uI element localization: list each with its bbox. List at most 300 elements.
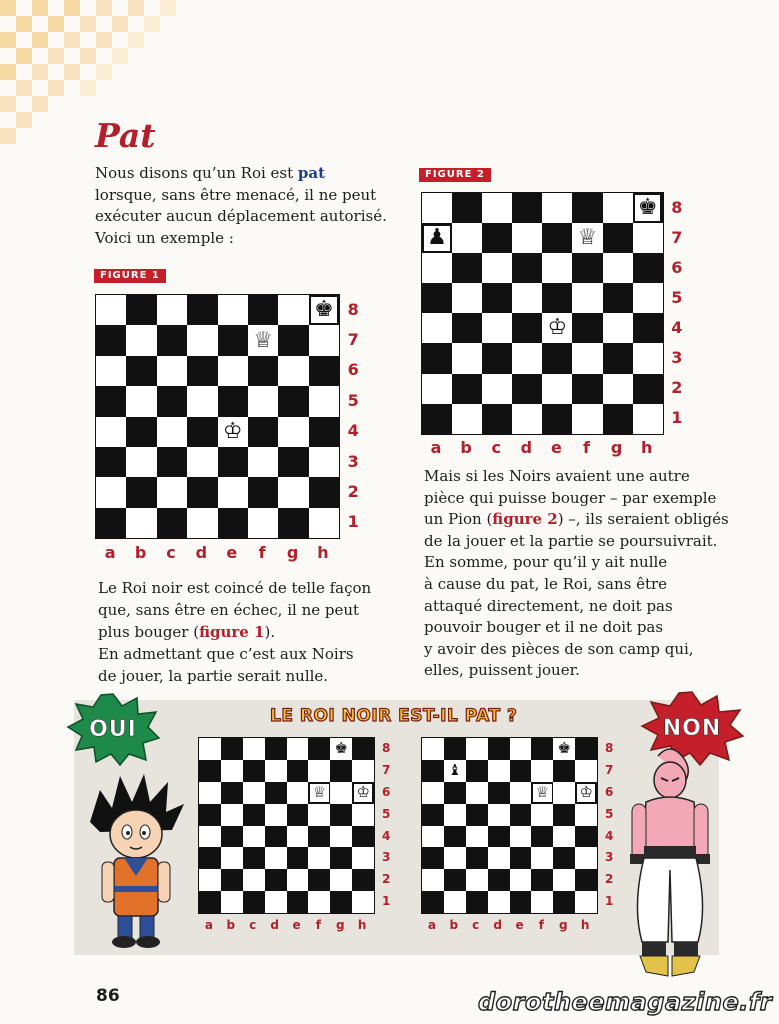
corner-checker-square [96, 64, 112, 80]
square-f5 [308, 804, 330, 826]
rank-label: 4 [671, 317, 683, 337]
square-c7 [482, 223, 512, 253]
chess-piece-icon: ♟ [427, 225, 447, 251]
square-a6 [422, 253, 452, 283]
square-d4 [512, 313, 542, 343]
square-d1 [488, 891, 510, 913]
square-b2 [444, 869, 466, 891]
square-b8 [444, 738, 466, 760]
file-label: h [317, 542, 329, 562]
square-a4 [96, 417, 126, 447]
square-f7 [531, 760, 553, 782]
square-e5 [542, 283, 572, 313]
square-b4 [221, 826, 243, 848]
square-f1 [531, 891, 553, 913]
square-f1 [308, 891, 330, 913]
square-c8 [243, 738, 265, 760]
corner-checker-square [0, 32, 16, 48]
square-b4 [126, 417, 156, 447]
square-a6 [96, 356, 126, 386]
right-line-1: Mais si les Noirs avaient une autre [424, 467, 690, 485]
square-a6 [199, 782, 221, 804]
file-label: d [520, 438, 533, 458]
square-e1 [218, 508, 248, 538]
file-label: g [610, 438, 623, 458]
chess-piece-icon: ♔ [222, 418, 243, 444]
intro-paragraph [95, 163, 387, 249]
no-badge-text: NON [662, 715, 722, 741]
yes-badge-text: OUI [89, 716, 137, 742]
square-d2 [488, 869, 510, 891]
file-label: c [166, 542, 176, 562]
square-h4 [309, 417, 339, 447]
square-f8 [248, 295, 278, 325]
rank-label: 2 [605, 872, 614, 887]
page-title: Pat [95, 116, 156, 155]
rank-label: 8 [347, 299, 359, 319]
square-d8 [488, 738, 510, 760]
square-g2 [553, 869, 575, 891]
square-h7 [352, 760, 374, 782]
corner-checker-square [48, 80, 64, 96]
square-b4 [452, 313, 482, 343]
square-h5 [352, 804, 374, 826]
piece-holder [533, 784, 551, 802]
piece-holder [545, 316, 570, 341]
square-c2 [157, 477, 187, 507]
corner-checker-square [48, 48, 64, 64]
square-f5 [572, 283, 602, 313]
chess-piece-icon: ♚ [314, 297, 334, 323]
rank-labels [602, 737, 616, 912]
square-g3 [603, 343, 633, 373]
square-a8 [96, 295, 126, 325]
square-h2 [575, 869, 597, 891]
chess-piece-icon: ♔ [547, 315, 568, 341]
square-h1 [575, 891, 597, 913]
square-h6 [575, 782, 597, 804]
square-b7 [452, 223, 482, 253]
rank-label: 3 [605, 850, 614, 865]
square-b5 [444, 804, 466, 826]
rank-label: 1 [671, 408, 683, 428]
file-labels [198, 916, 373, 934]
figure-2-reference: figure 2 [492, 510, 558, 529]
chess-piece-icon: ♚ [637, 195, 658, 221]
square-a3 [422, 343, 452, 373]
square-d1 [265, 891, 287, 913]
right-line-3: un Pion (figure 2) –, ils seraient obligés [424, 510, 729, 529]
square-a5 [422, 283, 452, 313]
chess-piece-icon: ♕ [535, 783, 550, 802]
square-b2 [452, 374, 482, 404]
square-h6 [309, 356, 339, 386]
rank-label: 2 [671, 378, 683, 398]
square-g1 [330, 891, 352, 913]
square-e8 [287, 738, 309, 760]
chess-piece-icon: ♚ [334, 739, 348, 758]
piece-holder [555, 740, 573, 758]
square-e1 [510, 891, 532, 913]
file-label: c [249, 918, 257, 933]
chess-piece-icon: ♝ [448, 761, 462, 780]
square-c1 [466, 891, 488, 913]
file-label: h [580, 918, 590, 933]
chess-piece-icon: ♔ [579, 783, 593, 802]
square-b3 [444, 847, 466, 869]
square-g5 [278, 386, 308, 416]
square-b1 [221, 891, 243, 913]
square-d4 [488, 826, 510, 848]
square-g8 [278, 295, 308, 325]
watermark: dorotheemagazine.fr [478, 988, 773, 1016]
piece-holder [635, 195, 660, 220]
square-d8 [187, 295, 217, 325]
corner-checker-square [0, 96, 16, 112]
file-labels [421, 916, 596, 934]
square-g6 [330, 782, 352, 804]
square-h6 [352, 782, 374, 804]
right-line-9: y avoir des pièces de son camp qui, [424, 639, 694, 658]
square-g3 [330, 847, 352, 869]
rank-label: 2 [382, 872, 391, 887]
chess-piece-icon: ♔ [356, 783, 370, 802]
chess-piece-icon: ♕ [253, 327, 274, 353]
square-c5 [482, 283, 512, 313]
square-f8 [308, 738, 330, 760]
file-label: h [357, 918, 367, 933]
intro-line-2: lorsque, sans être menacé, il ne peut [95, 185, 377, 204]
corner-checker-square [0, 128, 16, 144]
square-f4 [308, 826, 330, 848]
square-c6 [482, 253, 512, 283]
square-a2 [422, 869, 444, 891]
square-d2 [187, 477, 217, 507]
square-e2 [287, 869, 309, 891]
square-c2 [466, 869, 488, 891]
corner-checker-square [160, 0, 176, 16]
square-b3 [221, 847, 243, 869]
square-c6 [243, 782, 265, 804]
corner-checker-square [80, 48, 96, 64]
square-c6 [466, 782, 488, 804]
square-g6 [278, 356, 308, 386]
rank-label: 6 [382, 784, 391, 799]
file-label: h [641, 438, 653, 458]
file-label: e [292, 918, 301, 933]
corner-checker-square [80, 80, 96, 96]
corner-checker-square [96, 32, 112, 48]
square-g6 [553, 782, 575, 804]
square-f6 [248, 356, 278, 386]
intro-line-3: exécuter aucun déplacement autorisé. [95, 207, 387, 225]
rank-label: 2 [347, 482, 359, 502]
square-f4 [572, 313, 602, 343]
file-label: e [226, 542, 238, 562]
square-e2 [218, 477, 248, 507]
square-g7 [330, 760, 352, 782]
rank-label: 7 [671, 227, 683, 247]
square-d5 [265, 804, 287, 826]
square-e3 [542, 343, 572, 373]
file-label: c [491, 438, 501, 458]
left-line-1: Le Roi noir est coincé de telle façon [98, 579, 372, 597]
square-b1 [444, 891, 466, 913]
square-d6 [488, 782, 510, 804]
square-h6 [633, 253, 663, 283]
square-a7 [96, 325, 126, 355]
square-c4 [157, 417, 187, 447]
figure-1-label: FIGURE 1 [94, 269, 166, 283]
square-b6 [452, 253, 482, 283]
square-g4 [330, 826, 352, 848]
square-g2 [330, 869, 352, 891]
square-e3 [218, 447, 248, 477]
square-b6 [221, 782, 243, 804]
square-d3 [512, 343, 542, 373]
square-e2 [542, 374, 572, 404]
corner-checker-square [32, 64, 48, 80]
square-b2 [221, 869, 243, 891]
corner-checker-square [144, 16, 160, 32]
piece-holder [424, 226, 449, 251]
corner-checker-square [64, 32, 80, 48]
file-label: d [270, 918, 279, 933]
quiz-banner: LE ROI NOIR EST-IL PAT ? [270, 706, 518, 726]
square-h8 [309, 295, 339, 325]
rank-label: 6 [605, 784, 614, 799]
file-label: b [449, 918, 459, 933]
file-label: a [104, 542, 116, 562]
square-h1 [633, 404, 663, 434]
square-b5 [452, 283, 482, 313]
square-d3 [187, 447, 217, 477]
yes-badge [66, 692, 160, 766]
piece-holder [220, 419, 246, 445]
square-e5 [218, 386, 248, 416]
file-label: a [204, 918, 213, 933]
square-f8 [531, 738, 553, 760]
square-h5 [575, 804, 597, 826]
right-line-10: elles, puissent jouer. [424, 661, 580, 680]
rank-label: 1 [347, 512, 359, 532]
square-d7 [488, 760, 510, 782]
corner-checker-square [32, 0, 48, 16]
piece-holder [575, 226, 600, 251]
square-e6 [542, 253, 572, 283]
square-f6 [572, 253, 602, 283]
square-h5 [633, 283, 663, 313]
chess-piece-icon: ♕ [312, 783, 327, 802]
square-d1 [187, 508, 217, 538]
file-label: g [558, 918, 568, 933]
square-e3 [287, 847, 309, 869]
square-f7 [572, 223, 602, 253]
square-e1 [542, 404, 572, 434]
square-h4 [575, 826, 597, 848]
square-e1 [287, 891, 309, 913]
square-d7 [512, 223, 542, 253]
rank-labels [668, 192, 686, 433]
square-h1 [309, 508, 339, 538]
square-c4 [243, 826, 265, 848]
rank-label: 3 [671, 348, 683, 368]
piece-holder [311, 297, 337, 323]
square-c4 [482, 313, 512, 343]
square-c6 [157, 356, 187, 386]
square-g3 [553, 847, 575, 869]
square-g7 [278, 325, 308, 355]
rank-labels [344, 294, 362, 537]
square-f3 [248, 447, 278, 477]
piece-holder [446, 762, 464, 780]
square-h2 [309, 477, 339, 507]
square-e6 [287, 782, 309, 804]
right-line-5: En somme, pour qu’il y ait nulle [424, 553, 668, 572]
square-a2 [422, 374, 452, 404]
file-label: f [258, 542, 266, 562]
square-d4 [265, 826, 287, 848]
board-grid [198, 737, 375, 914]
square-f7 [308, 760, 330, 782]
file-label: c [472, 918, 480, 933]
rank-label: 6 [671, 257, 683, 277]
square-d5 [187, 386, 217, 416]
square-e4 [287, 826, 309, 848]
square-h2 [352, 869, 374, 891]
square-c3 [157, 447, 187, 477]
square-c3 [482, 343, 512, 373]
square-g1 [278, 508, 308, 538]
square-e7 [218, 325, 248, 355]
square-g8 [330, 738, 352, 760]
rank-label: 7 [605, 762, 614, 777]
figure-1-reference: figure 1 [199, 623, 265, 641]
square-g5 [553, 804, 575, 826]
square-a3 [96, 447, 126, 477]
corner-checker-square [32, 96, 48, 112]
square-b7 [126, 325, 156, 355]
square-b3 [126, 447, 156, 477]
square-e2 [510, 869, 532, 891]
rank-labels [379, 737, 393, 912]
square-a7 [199, 760, 221, 782]
square-h2 [633, 374, 663, 404]
square-g5 [330, 804, 352, 826]
rank-label: 5 [382, 806, 391, 821]
file-label: d [493, 918, 502, 933]
rank-label: 8 [605, 740, 614, 755]
cartoon-pink-figure-illustration [628, 746, 712, 982]
square-g7 [603, 223, 633, 253]
right-line-6: à cause du pat, le Roi, sans être [424, 574, 668, 593]
corner-checker-square [0, 0, 16, 16]
square-a5 [199, 804, 221, 826]
square-g2 [603, 374, 633, 404]
square-h4 [352, 826, 374, 848]
square-a5 [422, 804, 444, 826]
rank-label: 7 [382, 762, 391, 777]
square-c4 [466, 826, 488, 848]
corner-checker-square [16, 16, 32, 32]
rank-label: 5 [605, 806, 614, 821]
square-a8 [422, 193, 452, 223]
square-g5 [603, 283, 633, 313]
square-h7 [633, 223, 663, 253]
corner-checker-square [16, 48, 32, 64]
piece-holder [310, 784, 328, 802]
corner-checker-square [64, 0, 80, 16]
square-e4 [218, 417, 248, 447]
square-b3 [452, 343, 482, 373]
square-a3 [199, 847, 221, 869]
left-explanation [98, 577, 371, 687]
left-line-5: de jouer, la partie serait nulle. [98, 667, 329, 685]
rank-label: 5 [347, 390, 359, 410]
corner-checker-square [16, 112, 32, 128]
file-label: b [134, 542, 147, 562]
square-d7 [187, 325, 217, 355]
piece-holder [250, 328, 276, 354]
square-f2 [248, 477, 278, 507]
square-a2 [199, 869, 221, 891]
square-c2 [482, 374, 512, 404]
square-d7 [265, 760, 287, 782]
square-a7 [422, 760, 444, 782]
square-f6 [308, 782, 330, 804]
square-d8 [512, 193, 542, 223]
square-h1 [352, 891, 374, 913]
square-e6 [510, 782, 532, 804]
square-a1 [199, 891, 221, 913]
square-c3 [466, 847, 488, 869]
square-d6 [512, 253, 542, 283]
square-b5 [126, 386, 156, 416]
square-b1 [452, 404, 482, 434]
square-f2 [531, 869, 553, 891]
square-e7 [287, 760, 309, 782]
square-e6 [218, 356, 248, 386]
square-f6 [531, 782, 553, 804]
square-h3 [633, 343, 663, 373]
cartoon-boy-illustration [80, 772, 190, 954]
corner-checker-square [32, 32, 48, 48]
rank-label: 3 [382, 850, 391, 865]
square-e8 [542, 193, 572, 223]
square-b2 [126, 477, 156, 507]
square-h8 [575, 738, 597, 760]
square-h5 [309, 386, 339, 416]
square-a4 [422, 826, 444, 848]
square-a8 [199, 738, 221, 760]
square-g8 [603, 193, 633, 223]
square-d1 [512, 404, 542, 434]
square-h3 [352, 847, 374, 869]
rank-label: 4 [382, 828, 391, 843]
square-c8 [482, 193, 512, 223]
left-line-4: En admettant que c’est aux Noirs [98, 645, 354, 663]
square-b8 [452, 193, 482, 223]
left-line-2: que, sans être en échec, il ne peut [98, 601, 360, 619]
square-h3 [309, 447, 339, 477]
corner-checker-square [112, 48, 128, 64]
square-h7 [575, 760, 597, 782]
square-d5 [512, 283, 542, 313]
rank-label: 4 [605, 828, 614, 843]
square-d2 [265, 869, 287, 891]
square-b5 [221, 804, 243, 826]
square-c5 [157, 386, 187, 416]
